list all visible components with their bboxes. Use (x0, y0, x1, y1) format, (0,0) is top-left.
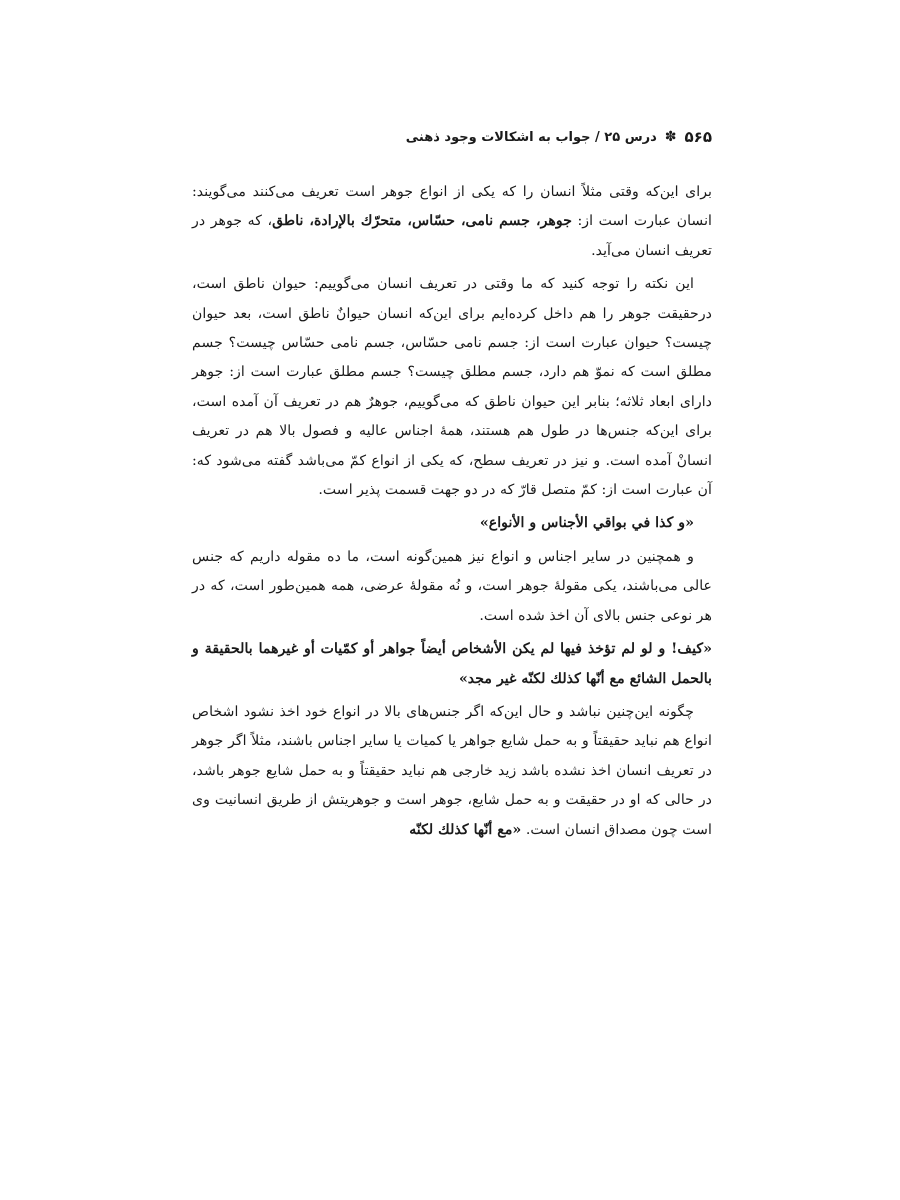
book-page (192, 126, 712, 849)
paragraph-2: این نکته را توجه کنید که ما وقتی در تعریف انسان می‌گوییم: حیوان ناطق است، درحقیقت جوهر را هم داخل کرده‌ایم برای این‌که انسان حیوانٌ ناطق است، بعد حیوان چیست؟ حیوان عبارت است از: جسم نامی حسّاس، جسم نامی حسّاس چیست؟ جسم مطلق است که نموّ هم دارد، جسم مطلق چیست؟ جسم مطلق عبارت است از: جوهر دارای ابعاد ثلاثه؛ بنابر این حیوان ناطق که می‌گوییم، جوهرٌ هم در تعریف آن آمده است، برای این‌که جنس‌ها در طول هم هستند، همهٔ اجناس عالیه و فصول بالا هم در تعریف انسانْ آمده است. و نیز در تعریف سطح، که یکی از انواع کمّ می‌باشد گفته می‌شود که: آن عبارت است از: کمّ متصل قارّ که در دو جهت قسمت پذیر است. (192, 276, 712, 499)
paragraph-4 (192, 698, 712, 845)
ornament-icon: ✽ (664, 129, 677, 145)
arabic-quote-2: «كيف! و لو لم تؤخذ فيها لم يكن الأشخاص أيضاً جواهر أو كمّيات أو غيرهما بالحقيقة و بالحمل الشائع مع أنّها كذلك لكنّه غير مجد» (192, 641, 712, 687)
p4-bold-quote: «مع أنّها كذلك لكنّه (409, 821, 522, 838)
p1-bold-terms: جوهر، جسم نامی، حسّاس، متحرّك بالإرادة، ناطق (272, 213, 572, 230)
running-header (192, 126, 712, 148)
chapter-title: درس ۲۵ / جواب به اشکالات وجود ذهنی (405, 129, 657, 145)
page-number: ۵۶۵ (684, 128, 712, 146)
page-body (192, 178, 712, 845)
arabic-quote-1: «و كذا في بواقي الأجناس و الأنواع» (479, 515, 694, 532)
paragraph-3: و همچنین در سایر اجناس و انواع نیز همین‌گونه است، ما ده مقوله داریم که جنس عالی می‌باشند، یکی مقولهٔ جوهر است، و نُه مقولهٔ عرضی، همه همین‌طور است، که در هر نوعی جنس بالای آن اخذ شده است. (192, 548, 712, 624)
paragraph-1 (192, 178, 712, 266)
p4-text: چگونه این‌چنین نباشد و حال این‌که اگر جنس‌های بالا در انواع خود اخذ نشود اشخاص انواع هم نباید حقیقتاً و به حمل شایع جواهر یا کمیات یا سایر اجناس باشند، مثلاً اگر جوهر در تعریف انسان اخذ نشده باشد زید خارجی هم نباید حقیقتاً و به حمل شایع جوهر باشد، در حالی که او در حقیقت و به حمل شایع، جوهر است و جوهریتش از طریق انسانیت وی است چون مصداق انسان است. (192, 703, 712, 838)
p1-text-a: برای این‌که وقتی مثلاً انسان را که یکی از انواع جوهر است تعریف می‌کنند می‌گویند: انسان عبارت است از: (192, 184, 712, 230)
p1-text-c: ، که جوهر در تعریف انسان می‌آید. (192, 213, 712, 259)
